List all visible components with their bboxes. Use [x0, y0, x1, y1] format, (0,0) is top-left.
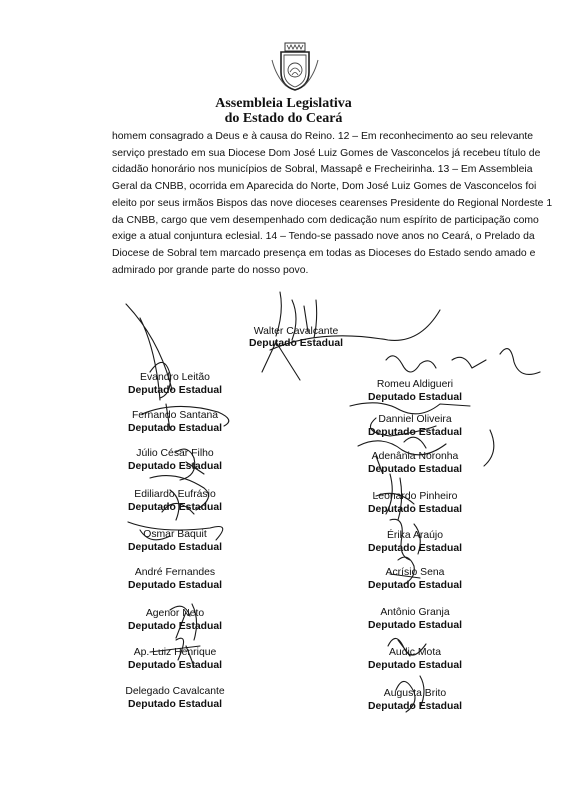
header-state-name: do Estado do Ceará — [224, 111, 343, 126]
signature-title: Deputado Estadual — [127, 385, 223, 396]
signature-title: Deputado Estadual — [127, 699, 223, 710]
body-line: exige a atual conjuntura eclesial. 14 – Tendo-se passado nove anos no Ceará, o Prelado da — [112, 231, 535, 243]
signature-name-erika-araujo: Érika Araújo — [386, 530, 444, 541]
signature-title: Deputado Estadual — [127, 580, 223, 591]
body-line: Diocese de Sobral tem marcado presença em todas as Dioceses do Estado sendo amado e — [112, 247, 536, 259]
signature-name-augusta-brito: Augusta Brito — [383, 688, 447, 699]
body-line: eleito por seus irmãos Bispos das nove dioceses cearenses Presidente do Regional Nordeste 1 — [112, 197, 553, 209]
signature-name-agenor-neto: Agenor Neto — [145, 608, 205, 619]
signature-title: Deputado Estadual — [367, 504, 463, 515]
signature-title: Deputado Estadual — [127, 502, 223, 513]
signature-title: Deputado Estadual — [127, 660, 223, 671]
signature-name-antonio-granja: Antônio Granja — [380, 607, 450, 618]
signature-name-romeu-aldigueri: Romeu Aldigueri — [376, 379, 454, 390]
signature-title: Deputado Estadual — [367, 427, 463, 438]
signature-title: Deputado Estadual — [127, 461, 223, 472]
signature-name-ediliardo-eufrasio: Ediliardo Eufrásio — [134, 489, 216, 500]
body-line: homem consagrado a Deus e à causa do Reino. 12 – Em reconhecimento ao seu relevante — [112, 131, 534, 142]
signature-name-adenania-noronha: Adenânia Noronha — [371, 451, 459, 462]
body-line: da CNBB, cargo que vem desempenhado com dedicação num espírito de participação como — [112, 214, 539, 226]
body-paragraph — [112, 129, 553, 279]
signature-title: Deputado Estadual — [367, 392, 463, 403]
header-assembly-name: Assembleia Legislativa — [215, 96, 352, 111]
signature-name-julio-cesar-filho: Júlio César Filho — [136, 448, 214, 459]
signature-title: Deputado Estadual — [127, 542, 223, 553]
body-line: cidadão honorário nos municípios de Sobral, Massapê e Frecheirinha. 13 – Em Assembleia — [112, 164, 533, 176]
body-line: admirado por grande parte do nosso povo. — [112, 264, 309, 276]
signature-name-leonardo-pinheiro: Leonardo Pinheiro — [372, 491, 458, 502]
signature-title: Deputado Estadual — [367, 580, 463, 591]
signature-name-osmar-baquit: Osmar Baquit — [143, 529, 207, 540]
signature-name-delegado-cavalcante: Delegado Cavalcante — [125, 686, 225, 697]
signature-name-danniel-oliveira: Danniel Oliveira — [378, 414, 452, 425]
signature-scribble-romeu-aldigueri — [386, 349, 540, 375]
signature-name-audic-mota: Audic Mota — [389, 647, 441, 658]
signature-title: Deputado Estadual — [367, 543, 463, 554]
signature-name-fernando-santana: Fernando Santana — [131, 410, 219, 421]
signature-name-andre-fernandes: André Fernandes — [134, 567, 216, 578]
signature-name-evandro-leitao: Evandro Leitão — [140, 372, 210, 383]
signature-title: Deputado Estadual — [367, 701, 463, 712]
signature-title: Deputado Estadual — [127, 423, 223, 434]
signature-name-walter-cavalcante: Walter Cavalcante — [253, 326, 339, 337]
signature-title: Deputado Estadual — [367, 660, 463, 671]
body-line: Geral da CNBB, ocorrida em Aparecida do Norte, Dom José Luiz Gomes de Vasconcelos foi — [112, 181, 537, 193]
signature-title: Deputado Estadual — [127, 621, 223, 632]
signature-name-acrisio-sena: Acrísio Sena — [385, 567, 445, 578]
signature-title: Deputado Estadual — [367, 620, 463, 631]
signature-title: Deputado Estadual — [248, 338, 344, 349]
coat-of-arms-emblem — [268, 42, 322, 92]
body-line: serviço prestado em sua Diocese Dom José Luiz Gomes de Vasconcelos já recebeu título de — [112, 147, 541, 159]
signature-title: Deputado Estadual — [367, 464, 463, 475]
signature-name-ap-luiz-henrique: Ap. Luiz Henrique — [133, 647, 217, 658]
